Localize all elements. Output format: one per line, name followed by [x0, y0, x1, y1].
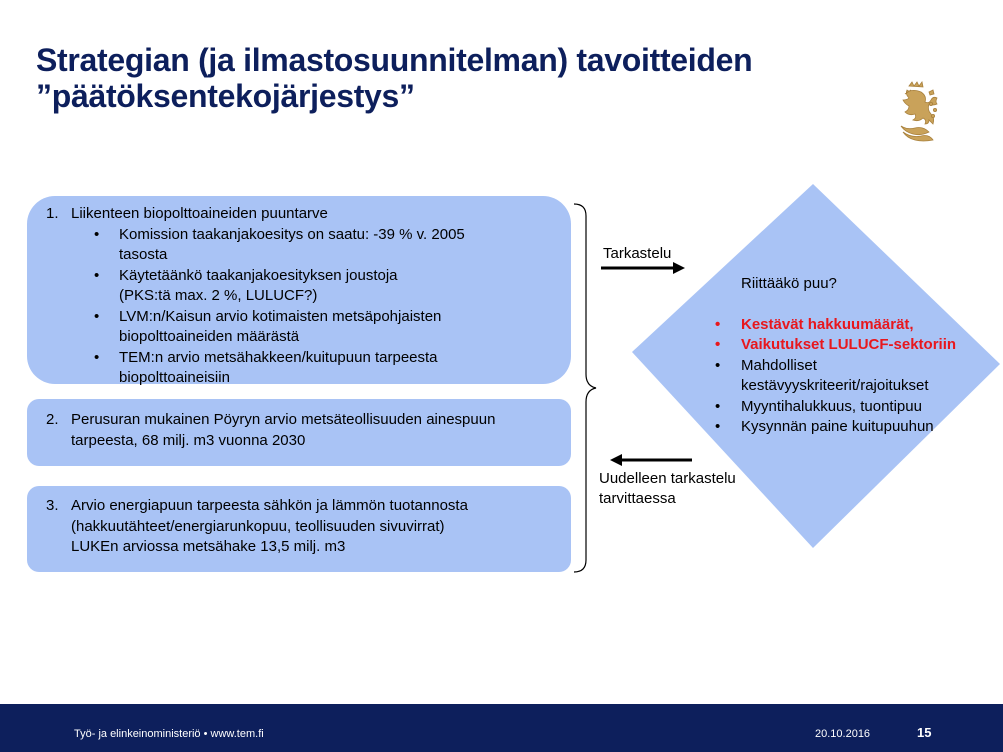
uudelleen-tarkastelu-label: Uudelleen tarkastelu tarvittaessa	[599, 470, 736, 507]
list-item: • TEM:n arvio metsähakkeen/kuitupuun tarpeesta biopolttoaineisiin	[94, 348, 438, 386]
box1-number: 1.	[46, 205, 59, 222]
slide-title	[36, 42, 856, 114]
box-energiapuu-arvio	[27, 486, 571, 572]
list-item: • Komission taakanjakoesitys on saatu: -39 % v. 2005 tasosta	[94, 225, 465, 263]
list-item: • Käytetäänkö taakanjakoesityksen joustoja (PKS:tä max. 2 %, LULUCF?)	[94, 266, 398, 304]
box3-text: Arvio energiapuun tarpeesta sähkön ja lämmön tuotannosta (hakkuutähteet/energiarunkopuu, teollisuuden sivuvirrat) LUKEn arviossa metsähake 13,5 milj. m3	[71, 497, 468, 555]
list-item: • Kestävät hakkuumäärät,	[715, 315, 914, 333]
diamond-question: Riittääkö puu?	[741, 275, 837, 292]
slide-title-line1: Strategian (ja ilmastosuunnitelman) tavoitteiden	[36, 42, 753, 78]
lion-coat-of-arms-icon	[893, 80, 943, 142]
footer-bar	[0, 704, 1003, 752]
slide-title-line2: ”päätöksentekojärjestys”	[36, 78, 415, 114]
diamond-content	[715, 274, 995, 438]
box2-text: Perusuran mukainen Pöyryn arvio metsäteollisuuden ainespuun tarpeesta, 68 milj. m3 vuonna 2030	[71, 411, 496, 449]
list-item: • Vaikutukset LULUCF-sektoriin	[715, 336, 957, 353]
list-item: • LVM:n/Kaisun arvio kotimaisten metsäpohjaisten biopolttoaineiden määrästä	[94, 307, 442, 345]
page-number: 15	[917, 725, 932, 740]
list-item: • Kysynnän paine kuitupuuhun	[715, 418, 934, 435]
footer-org: Työ- ja elinkeinoministeriö • www.tem.fi	[74, 728, 264, 740]
box2-number: 2.	[46, 411, 59, 428]
curly-bracket	[572, 202, 602, 574]
box1-heading: Liikenteen biopolttoaineiden puuntarve	[71, 205, 328, 222]
list-item: • Myyntihalukkuus, tuontipuu	[715, 397, 922, 415]
footer-date: 20.10.2016	[815, 728, 871, 740]
box-liikenteen-biopolttoaineet	[27, 196, 571, 384]
tarkastelu-label: Tarkastelu	[603, 245, 672, 262]
box3-number: 3.	[46, 497, 59, 514]
box-poyry-arvio	[27, 399, 571, 466]
list-item: • Mahdolliset kestävyyskriteerit/rajoitukset	[715, 356, 929, 394]
